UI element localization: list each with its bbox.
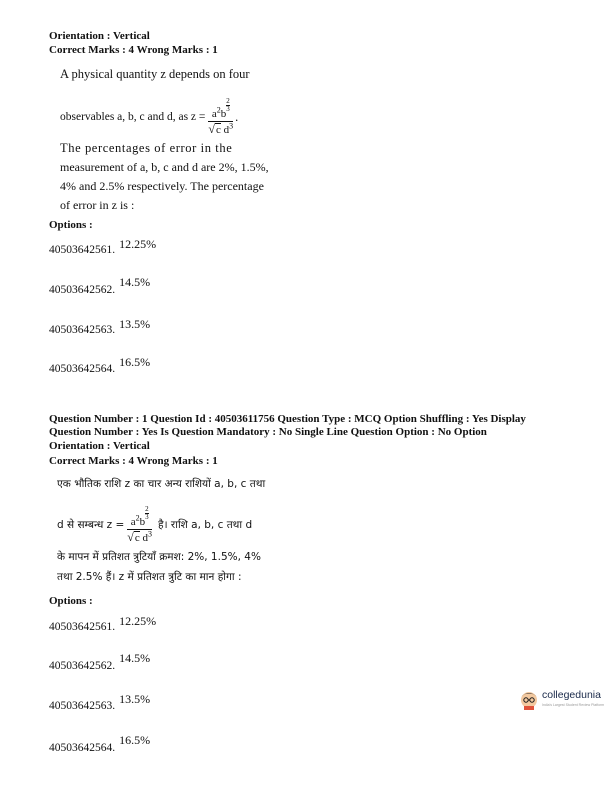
formula-a: a: [130, 516, 136, 528]
option-value: 12.25%: [119, 614, 157, 628]
formula-d-exp: 3: [229, 121, 234, 131]
q1-text-line4: measurement of a, b, c and d are 2%, 1.5%,: [60, 160, 269, 174]
q2-option-3[interactable]: [49, 692, 151, 714]
option-id: 40503642564.: [49, 363, 116, 375]
logo-tagline: India's Largest Student Review Platform: [542, 703, 605, 707]
sqrt-icon: √: [208, 122, 215, 136]
q1-option-3[interactable]: [49, 317, 151, 338]
q2-option-4[interactable]: [49, 733, 151, 756]
formula-b: b: [139, 516, 146, 528]
q2-marks: Correct Marks : 4 Wrong Marks : 1: [49, 455, 218, 467]
q1-marks: Correct Marks : 4 Wrong Marks : 1: [49, 44, 218, 56]
mascot-icon: [518, 688, 540, 710]
q1-option-4[interactable]: [49, 355, 151, 377]
q1-text-line3: The percentages of error in the: [60, 141, 233, 155]
formula-a-exp: 2: [216, 105, 221, 115]
formula-d: d: [142, 532, 149, 544]
formula-a-exp: 2: [135, 513, 140, 523]
q2-formula: [127, 506, 152, 544]
q1-text-line1: A physical quantity z depends on four: [60, 67, 250, 81]
formula-b: b: [220, 108, 227, 120]
option-value: 16.5%: [119, 733, 151, 747]
q2-text-line1: एक भौतिक राशि z का चार अन्य राशियों a, b, c तथा: [57, 478, 266, 490]
q2-line2-pre: d से सम्बन्ध z =: [57, 519, 125, 531]
q2-option-1[interactable]: [49, 614, 157, 635]
formula-d: d: [223, 124, 230, 136]
q2-text-line2: [57, 506, 252, 544]
q1-text-line2: observables a, b, c and d, as z = $a^2b$ $\frac{2}{3}$ √c $d^3$ .: [60, 97, 239, 136]
option-value: 13.5%: [119, 317, 151, 331]
option-id: 40503642563.: [49, 700, 116, 712]
logo-name: collegedunia: [542, 689, 601, 701]
option-value: 13.5%: [119, 692, 151, 706]
formula-b-exp: $\frac{2}{3}$: [145, 505, 149, 521]
formula-a: a: [211, 108, 217, 120]
q1-orientation: Orientation : Vertical: [49, 30, 150, 42]
q2-orientation: Orientation : Vertical: [49, 440, 150, 452]
formula-c: c: [216, 124, 221, 136]
option-id: 40503642562.: [49, 284, 116, 296]
q1-text-line6: of error in z is :: [60, 198, 135, 212]
q2-options-label: Options :: [49, 595, 93, 607]
q1-formula: [208, 98, 233, 136]
option-value: 14.5%: [119, 275, 151, 289]
formula-c: c: [134, 532, 140, 544]
option-id: 40503642563.: [49, 324, 116, 336]
option-id: 40503642561.: [49, 244, 116, 256]
q2-text-line3: के मापन में प्रतिशत त्रुटियाँ क्रमश: 2%, 1.5%, 4%: [57, 551, 261, 563]
q1-text-line5: 4% and 2.5% respectively. The percentage: [60, 179, 264, 193]
q2-text-line4: तथा 2.5% हैं। z में प्रतिशत त्रुटि का मान होगा :: [57, 571, 242, 583]
q2-header-line1: Question Number : 1 Question Id : 40503611756 Question Type : MCQ Option Shuffling : Yes Display: [49, 413, 526, 425]
option-value: 16.5%: [119, 355, 151, 369]
q1-line2-text: observables a, b, c and d, as z =: [60, 111, 206, 123]
option-id: 40503642561.: [49, 621, 116, 633]
sqrt-icon: √: [127, 530, 134, 544]
option-id: 40503642564.: [49, 742, 116, 754]
formula-b-exp: $\frac{2}{3}$: [226, 97, 230, 113]
q1-option-1[interactable]: [49, 237, 157, 258]
q1-options-label: Options :: [49, 219, 93, 231]
q2-option-2[interactable]: [49, 651, 151, 674]
option-value: 14.5%: [119, 651, 151, 665]
q1-option-2[interactable]: [49, 275, 151, 298]
collegedunia-logo[interactable]: [518, 688, 605, 714]
option-id: 40503642562.: [49, 660, 116, 672]
option-value: 12.25%: [119, 237, 157, 251]
q2-line2-post: है। राशि a, b, c तथा d: [158, 519, 253, 531]
q2-header-line2: Question Number : Yes Is Question Mandatory : No Single Line Question Option : No Option: [49, 426, 487, 438]
formula-d-exp: 3: [148, 529, 153, 539]
